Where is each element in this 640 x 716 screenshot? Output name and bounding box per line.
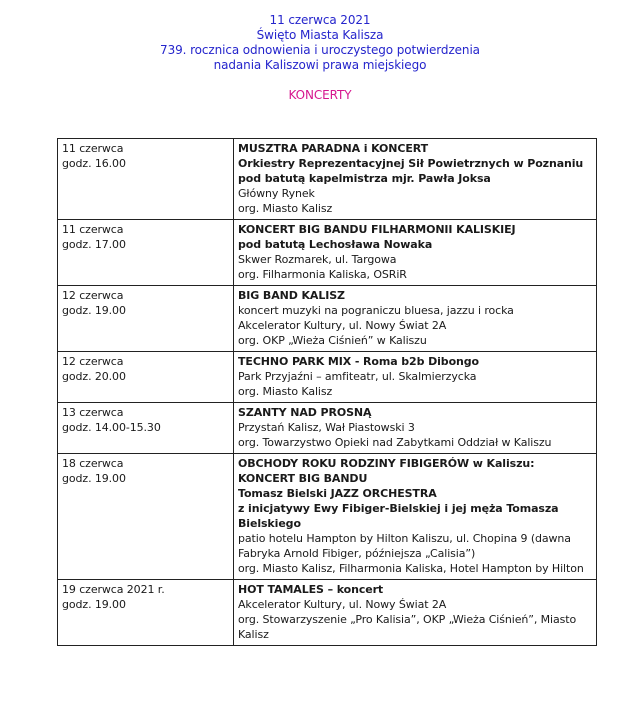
event-when-cell [58,454,234,580]
schedule-body [58,139,597,646]
table-row [58,580,597,646]
event-title-line: pod batutą kapelmistrza mjr. Pawła Joksa [238,172,491,185]
table-row [58,352,597,403]
event-time: godz. 17.00 [62,238,126,251]
event-details-cell [234,139,597,220]
event-time: godz. 20.00 [62,370,126,383]
event-detail-line: koncert muzyki na pograniczu bluesa, jazzu i rocka [238,304,514,317]
event-when-cell [58,220,234,286]
event-time: godz. 19.00 [62,598,126,611]
event-detail-line: org. Miasto Kalisz, Filharmonia Kaliska, Hotel Hampton by Hilton [238,562,584,575]
event-detail-line: org. OKP „Wieża Ciśnień” w Kaliszu [238,334,427,347]
event-date: 19 czerwca 2021 r. [62,583,165,596]
event-time: godz. 14.00-15.30 [62,421,161,434]
header-anniversary-line-1: 739. rocznica odnowienia i uroczystego potwierdzenia [160,43,480,57]
event-detail-line: Park Przyjaźni – amfiteatr, ul. Skalmierzycka [238,370,477,383]
section-title: KONCERTY [288,88,352,102]
event-when-cell [58,139,234,220]
event-details-cell [234,580,597,646]
event-title-line: KONCERT BIG BANDU FILHARMONII KALISKIEJ [238,223,516,236]
event-time: godz. 19.00 [62,472,126,485]
event-detail-line: org. Towarzystwo Opieki nad Zabytkami Oddział w Kaliszu [238,436,552,449]
event-title-line: BIG BAND KALISZ [238,289,345,302]
event-date: 12 czerwca [62,289,124,302]
event-detail-line: org. Miasto Kalisz [238,385,333,398]
event-detail-line: Skwer Rozmarek, ul. Targowa [238,253,397,266]
event-when-cell [58,352,234,403]
event-detail-line: Główny Rynek [238,187,315,200]
event-date: 11 czerwca [62,142,124,155]
event-title-line: TECHNO PARK MIX - Roma b2b Dibongo [238,355,479,368]
event-title-line: SZANTY NAD PROSNĄ [238,406,372,419]
event-detail-line: org. Miasto Kalisz [238,202,333,215]
event-time: godz. 19.00 [62,304,126,317]
event-details-cell [234,352,597,403]
event-title-line: MUSZTRA PARADNA i KONCERT [238,142,429,155]
event-details-cell [234,454,597,580]
event-date: 18 czerwca [62,457,124,470]
event-when-cell [58,580,234,646]
event-detail-line: Akcelerator Kultury, ul. Nowy Świat 2A [238,598,447,611]
event-detail-line: org. Filharmonia Kaliska, OSRiR [238,268,407,281]
header-date: 11 czerwca 2021 [269,13,371,27]
event-detail-line: org. Stowarzyszenie „Pro Kalisia”, OKP „Wieża Ciśnień”, Miasto Kalisz [238,613,577,641]
event-title-line: KONCERT BIG BANDU [238,472,368,485]
event-detail-line: Akcelerator Kultury, ul. Nowy Świat 2A [238,319,447,332]
event-details-cell [234,403,597,454]
table-row [58,220,597,286]
concert-schedule-table [57,138,597,646]
event-date: 11 czerwca [62,223,124,236]
event-title-line: OBCHODY ROKU RODZINY FIBIGERÓW w Kaliszu: [238,457,535,470]
event-time: godz. 16.00 [62,157,126,170]
event-title-line: Tomasz Bielski JAZZ ORCHESTRA [238,487,437,500]
table-row [58,403,597,454]
event-title-line: pod batutą Lechosława Nowaka [238,238,433,251]
event-details-cell [234,220,597,286]
event-when-cell [58,403,234,454]
event-date: 12 czerwca [62,355,124,368]
header-event-name: Święto Miasta Kalisza [256,28,384,42]
event-title-line: Orkiestry Reprezentacyjnej Sił Powietrznych w Poznaniu [238,157,584,170]
event-details-cell [234,286,597,352]
document-header [0,13,640,103]
event-title-line: z inicjatywy Ewy Fibiger-Bielskiej i jej męża Tomasza Bielskiego [238,502,559,530]
event-title-line: HOT TAMALES – koncert [238,583,384,596]
table-row [58,286,597,352]
table-row [58,139,597,220]
table-row [58,454,597,580]
event-date: 13 czerwca [62,406,124,419]
event-detail-line: patio hotelu Hampton by Hilton Kaliszu, ul. Chopina 9 (dawna Fabryka Arnold Fibiger, późniejsza „Calisia”) [238,532,571,560]
event-detail-line: Przystań Kalisz, Wał Piastowski 3 [238,421,415,434]
header-anniversary-line-2: nadania Kaliszowi prawa miejskiego [213,58,427,72]
event-when-cell [58,286,234,352]
